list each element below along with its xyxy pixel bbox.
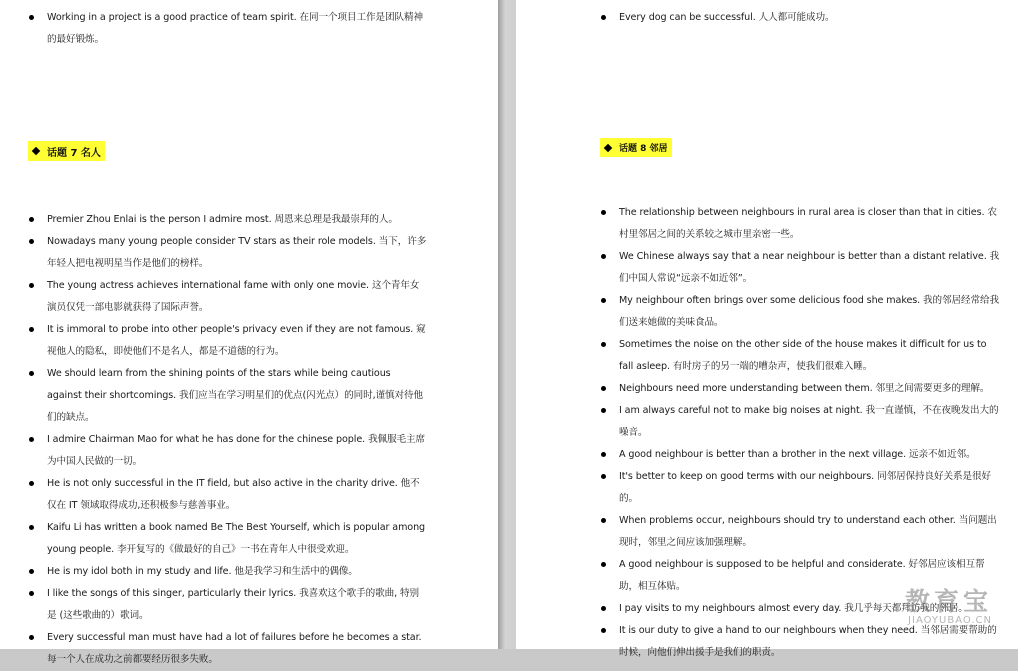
- diamond-bullet-icon: [32, 147, 40, 155]
- heading-text: 话题 8 邻居: [619, 144, 668, 154]
- watermark-main-text: 教育宝: [904, 587, 992, 616]
- list-item: My neighbour often brings over some delicious food she makes. 我的邻居经常给我们送来她做的美味食品。: [600, 290, 1000, 334]
- list-item: It is immoral to probe into other people's privacy even if they are not famous. 窥视他人的隐私，即使他们不是名人，都是不道德的行为。: [28, 319, 428, 363]
- list-item: A good neighbour is better than a brother in the next village. 远亲不如近邻。: [600, 444, 1000, 466]
- list-item: I am always careful not to make big noises at night. 我一直谨慎，不在夜晚发出大的噪音。: [600, 400, 1000, 444]
- diamond-bullet-icon: [604, 143, 612, 151]
- list-item: The relationship between neighbours in rural area is closer than that in cities. 农村里邻居之间的关系较之城市里亲密一些。: [600, 202, 1000, 246]
- list-item: I admire Chairman Mao for what he has done for the chinese pople. 我佩服毛主席为中国人民做的一切。: [28, 429, 428, 473]
- list-item: He is not only successful in the IT field, but also active in the charity drive. 他不仅在 IT 领域取得成功,还积极参与慈善事业。: [28, 473, 428, 517]
- list-item: Premier Zhou Enlai is the person I admire most. 周恩来总理是我最崇拜的人。: [28, 209, 428, 231]
- page-gutter: [498, 0, 516, 649]
- list-item: Sometimes the noise on the other side of the house makes it difficult for us to fall asleep. 有时房子的另一端的嘈杂声，使我们很难入睡。: [600, 334, 1000, 378]
- topic-heading-7: [28, 141, 105, 161]
- right-top-list: [600, 7, 1000, 29]
- left-top-list: [28, 7, 428, 51]
- list-item: I like the songs of this singer, particularly their lyrics. 我喜欢这个歌手的歌曲, 特别是 (这些歌曲的）歌词。: [28, 583, 428, 627]
- list-item: Neighbours need more understanding between them. 邻里之间需要更多的理解。: [600, 378, 1000, 400]
- watermark-sub-text: JIAOYUBAO.CN: [908, 615, 992, 626]
- list-item: I pay visits to my neighbours almost every day. 我几乎每天都拜访我的邻居。: [600, 598, 1000, 620]
- list-item: We Chinese always say that a near neighbour is better than a distant relative. 我们中国人常说“远亲不如近邻”。: [600, 246, 1000, 290]
- right-page: [516, 0, 1018, 658]
- list-item: Kaifu Li has written a book named Be The Best Yourself, which is popular among young people. 李开复写的《做最好的自己》一书在青年人中很受欢迎。: [28, 517, 428, 561]
- list-item: The young actress achieves international fame with only one movie. 这个青年女演员仅凭一部电影就获得了国际声誉。: [28, 275, 428, 319]
- list-item: It is our duty to give a hand to our neighbours when they need. 当邻居需要帮助的时候，向他们伸出援手是我们的职责。: [600, 620, 1000, 664]
- list-item: Nowadays many young people consider TV stars as their role models. 当下，许多年轻人把电视明星当作是他们的榜样。: [28, 231, 428, 275]
- right-main-list: [600, 202, 1000, 664]
- list-item: Every dog can be successful. 人人都可能成功。: [600, 7, 1000, 29]
- left-main-list: [28, 209, 428, 671]
- topic-heading-8: [600, 138, 672, 157]
- heading-text: 话题 7 名人: [47, 147, 101, 159]
- list-item: Every successful man must have had a lot of failures before he becomes a star. 每一个人在成功之前都要经历很多失败。: [28, 627, 428, 671]
- list-item: It's better to keep on good terms with our neighbours. 同邻居保持良好关系是很好的。: [600, 466, 1000, 510]
- list-item: A good neighbour is supposed to be helpful and considerate. 好邻居应该相互帮助，相互体贴。: [600, 554, 1000, 598]
- list-item: We should learn from the shining points of the stars while being cautious against their shortcomings. 我们应当在学习明星们的优点(闪光点）的同时,谨慎对待他们的缺点。: [28, 363, 428, 429]
- list-item: Working in a project is a good practice of team spirit. 在同一个项目工作是团队精神的最好锻炼。: [28, 7, 428, 51]
- list-item: He is my idol both in my study and life. 他是我学习和生活中的偶像。: [28, 561, 428, 583]
- list-item: When problems occur, neighbours should try to understand each other. 当问题出现时，邻里之间应该加强理解。: [600, 510, 1000, 554]
- left-page: [0, 0, 498, 665]
